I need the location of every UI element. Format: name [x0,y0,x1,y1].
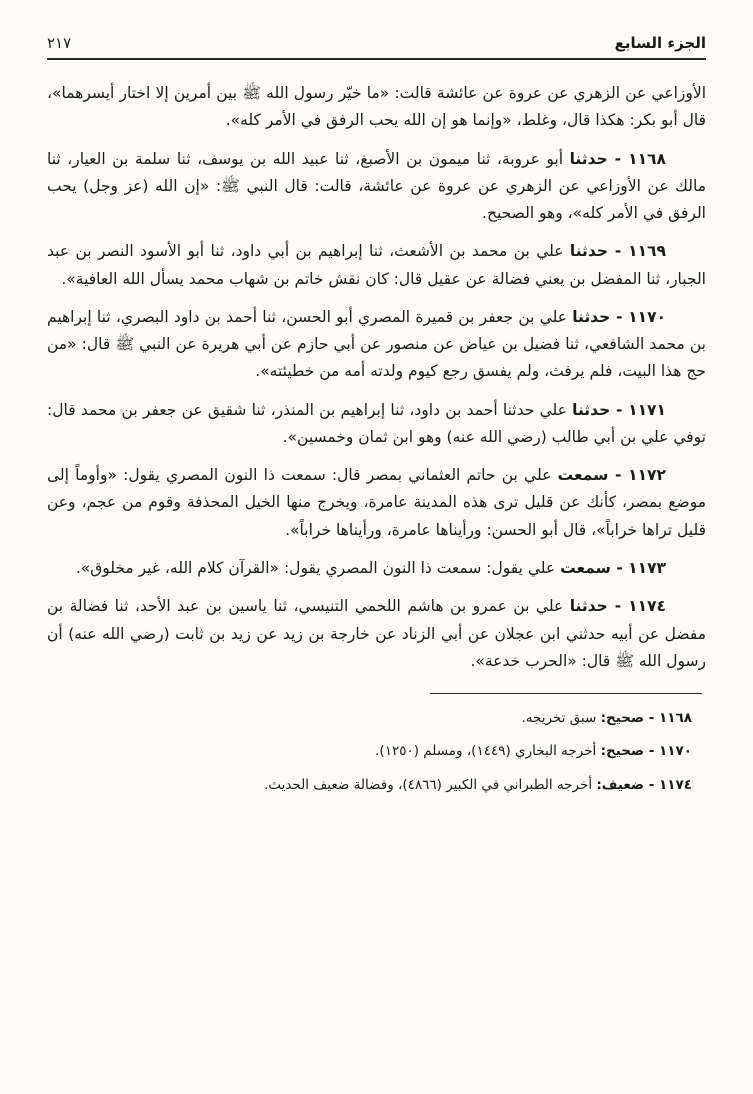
hadith-entry [47,462,706,544]
footnote-divider [430,693,702,694]
hadith-text: علي حدثنا أحمد بن داود، ثنا إبراهيم بن المنذر، ثنا شقيق عن جعفر بن محمد قال: توفي علي بن أبي طالب (رضي الله عنه) وهو ابن ثمان وخمسين». [47,400,706,446]
hadith-number-lead: ١١٧٠ - حدثنا [572,307,666,326]
hadith-text: علي بن جعفر بن قميرة المصري أبو الحسن، ثنا أحمد بن داود البصري، ثنا إبراهيم بن محمد الشافعي، ثنا فضيل بن عياض عن منصور عن أبي حازم عن أبي هريرة عن النبي ﷺ قال: «من حج هذا البيت، فلم يرفث، ولم يفسق رجع كيوم ولدته أمه من خطيئته». [47,307,706,381]
hadith-entry [47,397,706,452]
hadith-entry [47,593,706,675]
hadith-entry [47,238,706,293]
hadith-number-lead: ١١٦٨ - حدثنا [569,149,666,168]
hadith-text: علي بن عمرو بن هاشم اللحمي التنيسي، ثنا ياسين بن عبد الأحد، ثنا فضالة بن مفضل عن أبيه حدثني ابن عجلان عن أبي الزناد عن خارجة بن زيد عن زيد بن ثابت (رضي الله عنه) أن رسول الله ﷺ قال: «الحرب خدعة». [47,597,706,670]
hadith-text: أبو عروبة، ثنا ميمون بن الأصبغ، ثنا عبيد الله بن يوسف، ثنا سلمة بن العيار، ثنا مالك عن الأوزاعي عن الزهري عن عروة عن عائشة، قالت: قال النبي ﷺ: «إن الله (عز وجل) يحب الرفق في الأمر كله»، وهو الصحيح. [47,149,706,223]
hadith-number-lead: ١١٧٤ - حدثنا [569,597,666,616]
footnote [47,739,692,763]
footnote-text: أخرجه البخاري (١٤٤٩)، ومسلم (١٢٥٠). [375,743,597,760]
hadith-number-lead: ١١٧٣ - سمعت [560,558,666,577]
hadith-number-lead: ١١٧٢ - سمعت [557,466,666,485]
hadith-number-lead: ١١٦٩ - حدثنا [569,242,666,261]
footnote [47,706,692,730]
footnote-number-lead: ١١٦٨ - صحيح: [600,710,692,727]
footnotes-section [47,693,706,797]
hadith-number-lead: ١١٧١ - حدثنا [572,400,666,419]
hadith-text: علي بن محمد بن الأشعث، ثنا إبراهيم بن أبي داود، ثنا أبو الأسود النصر بن عبد الجبار، ثنا المفضل بن يعني فضالة عن عقيل قال: كان نقش خاتم بن شهاب محمد يسأل الله العافية». [47,242,706,288]
hadith-text: علي يقول: سمعت ذا النون المصري يقول: «القرآن كلام الله، غير مخلوق». [75,558,556,577]
hadith-entry [47,146,706,228]
page-number: ٢١٧ [47,34,72,52]
page-header [47,34,706,60]
footnote-text: سبق تخريجه. [521,710,597,727]
footnote [47,773,692,797]
hadith-text: علي بن حاتم العثماني بمصر قال: سمعت ذا النون المصري يقول: «وأوماً إلى موضع بمصر، كأنك عن قليل ترى هذه المدينة عامرة، ويخرج منها الخيل المحذفة وقوم من عجم، وعن قليل تراها خراباً»، قال أبو الحسن: ورأيناها عامرة، ورأيناها خراباً». [47,466,706,539]
section-title: الجزء السابع [614,34,706,52]
hadith-entry [47,555,706,582]
footnote-number-lead: ١١٧٠ - صحيح: [600,743,692,760]
intro-paragraph: الأوزاعي عن الزهري عن عروة عن عائشة قالت: «ما خيّر رسول الله ﷺ بين أمرين إلا اختار أيسرهما»، قال أبو بكر: هكذا قال، وغلط، «وإنما هو إن الله يحب الرفق في الأمر كله». [47,84,706,130]
hadith-entry [47,304,706,386]
body-text [47,80,706,675]
footnote-text: أخرجه الطبراني في الكبير (٤٨٦٦)، وفضالة ضعيف الحديث. [264,776,593,793]
footnote-number-lead: ١١٧٤ - ضعيف: [596,776,692,793]
